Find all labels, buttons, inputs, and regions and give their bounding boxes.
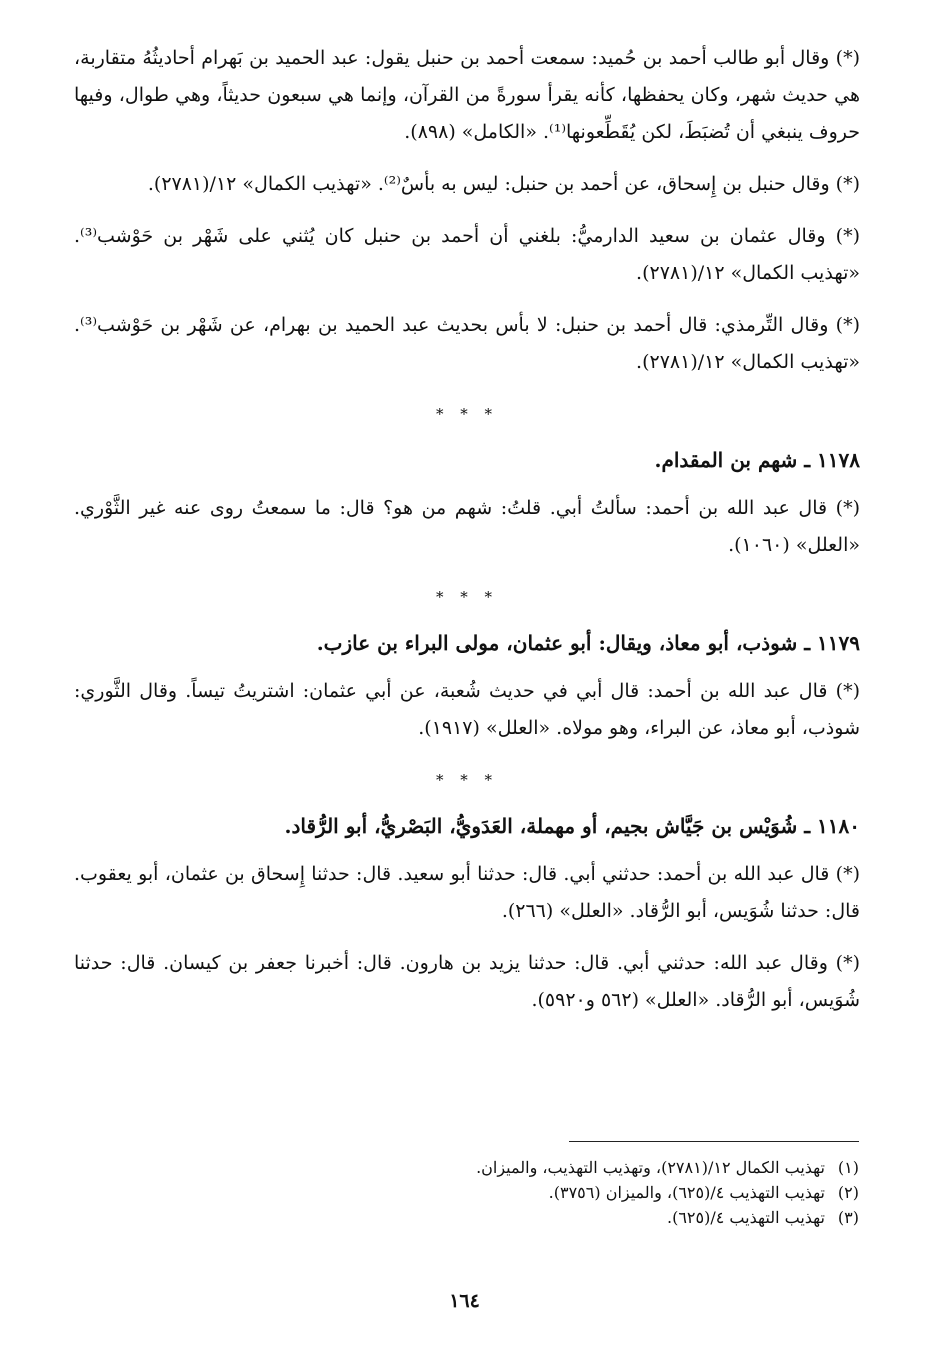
footnote-text: تهذيب الكمال ١٢/(٢٧٨١)، وتهذيب التهذيب، والميزان. xyxy=(476,1158,825,1177)
footnote-text: تهذيب التهذيب ٤/(٦٢٥)، والميزان (٣٧٥٦). xyxy=(548,1183,825,1202)
footnotes xyxy=(73,1155,859,1230)
entry-title-1178: ١١٧٨ ـ شهم بن المقدام. xyxy=(654,448,860,472)
entry-title-1179: ١١٧٩ ـ شوذب، أبو معاذ، ويقال: أبو عثمان، مولى البراء بن عازب. xyxy=(316,631,860,655)
footnote-item xyxy=(73,1205,859,1230)
section-divider: * * * xyxy=(435,588,499,606)
entry-text-1180-a: (*) قال عبد الله بن أحمد: حدثني أبي. قال: حدثنا أبو سعيد. قال: حدثنا إِسحاق بن عثمان، أبو يعقوب. قال: حدثنا شُوَيس، أبو الرُّقاد. «العلل» (٢٦٦). xyxy=(74,863,860,922)
entry-text-1178: (*) قال عبد الله بن أحمد: سألتُ أبي. قلتُ: شهم من هو؟ قال: ما سمعتُ روى عنه غير الثَّوْري. «العلل» (١٠٦٠). xyxy=(74,497,860,556)
footnote-separator xyxy=(569,1141,859,1142)
paragraph-darimi: (*) وقال عثمان بن سعيد الدارميُّ: بلغني أن أحمد بن حنبل كان يُثني على شَهْر بن حَوْشب⁽³⁾. «تهذيب الكمال» ١٢/(٢٧٨١). xyxy=(74,225,860,284)
paragraph-abu-talib: (*) وقال أبو طالب أحمد بن حُميد: سمعت أحمد بن حنبل يقول: عبد الحميد بن بَهرام أحاديثُهُ متقاربة، هي حديث شهر، وكان يحفظها، كأنه يقرأ سورةً من القرآن، وإنما هي سبعون حديثاً، وهي طوال، وفيها حروف ينبغي أن تُضبَطَ، لكن يُقَطِّعونها⁽¹⁾. «الكامل» (٨٩٨). xyxy=(74,47,860,143)
paragraph-hanbal: (*) وقال حنبل بن إِسحاق، عن أحمد بن حنبل: ليس به بأسٌ⁽²⁾. «تهذيب الكمال» ١٢/(٢٧٨١). xyxy=(147,173,860,195)
footnote-number: (٢) xyxy=(837,1183,859,1202)
footnote-text: تهذيب التهذيب ٤/(٦٢٥). xyxy=(667,1208,825,1227)
footnote-number: (١) xyxy=(837,1158,859,1177)
page-body xyxy=(74,40,860,1034)
paragraph-tirmidhi: (*) وقال التِّرمذي: قال أحمد بن حنبل: لا بأس بحديث عبد الحميد بن بهرام، عن شَهْر بن حَوْشب⁽³⁾. «تهذيب الكمال» ١٢/(٢٧٨١). xyxy=(74,314,860,373)
entry-text-1180-b: (*) وقال عبد الله: حدثني أبي. قال: حدثنا يزيد بن هارون. قال: أخبرنا جعفر بن كيسان. قال: حدثنا شُوَيس، أبو الرُّقاد. «العلل» (٥٦٢ و٥٩٢٠). xyxy=(74,952,860,1011)
section-divider: * * * xyxy=(435,405,499,423)
page-number: ١٦٤ xyxy=(449,1290,480,1312)
section-divider: * * * xyxy=(435,771,499,789)
entry-title-1180: ١١٨٠ ـ شُوَيْس بن جَيَّاش بجيم، أو مهملة، العَدَويُّ، البَصْريُّ، أبو الرُّقاد. xyxy=(284,814,860,838)
footnote-item xyxy=(73,1180,859,1205)
footnote-number: (٣) xyxy=(837,1208,859,1227)
entry-text-1179: (*) قال عبد الله بن أحمد: قال أبي في حديث شُعبة، عن أبي عثمان: اشتريتُ تيساً. وقال الثَّوري: شوذب، أبو معاذ، عن البراء، وهو مولاه. «العلل» (١٩١٧). xyxy=(74,680,860,739)
footnote-item xyxy=(73,1155,859,1180)
